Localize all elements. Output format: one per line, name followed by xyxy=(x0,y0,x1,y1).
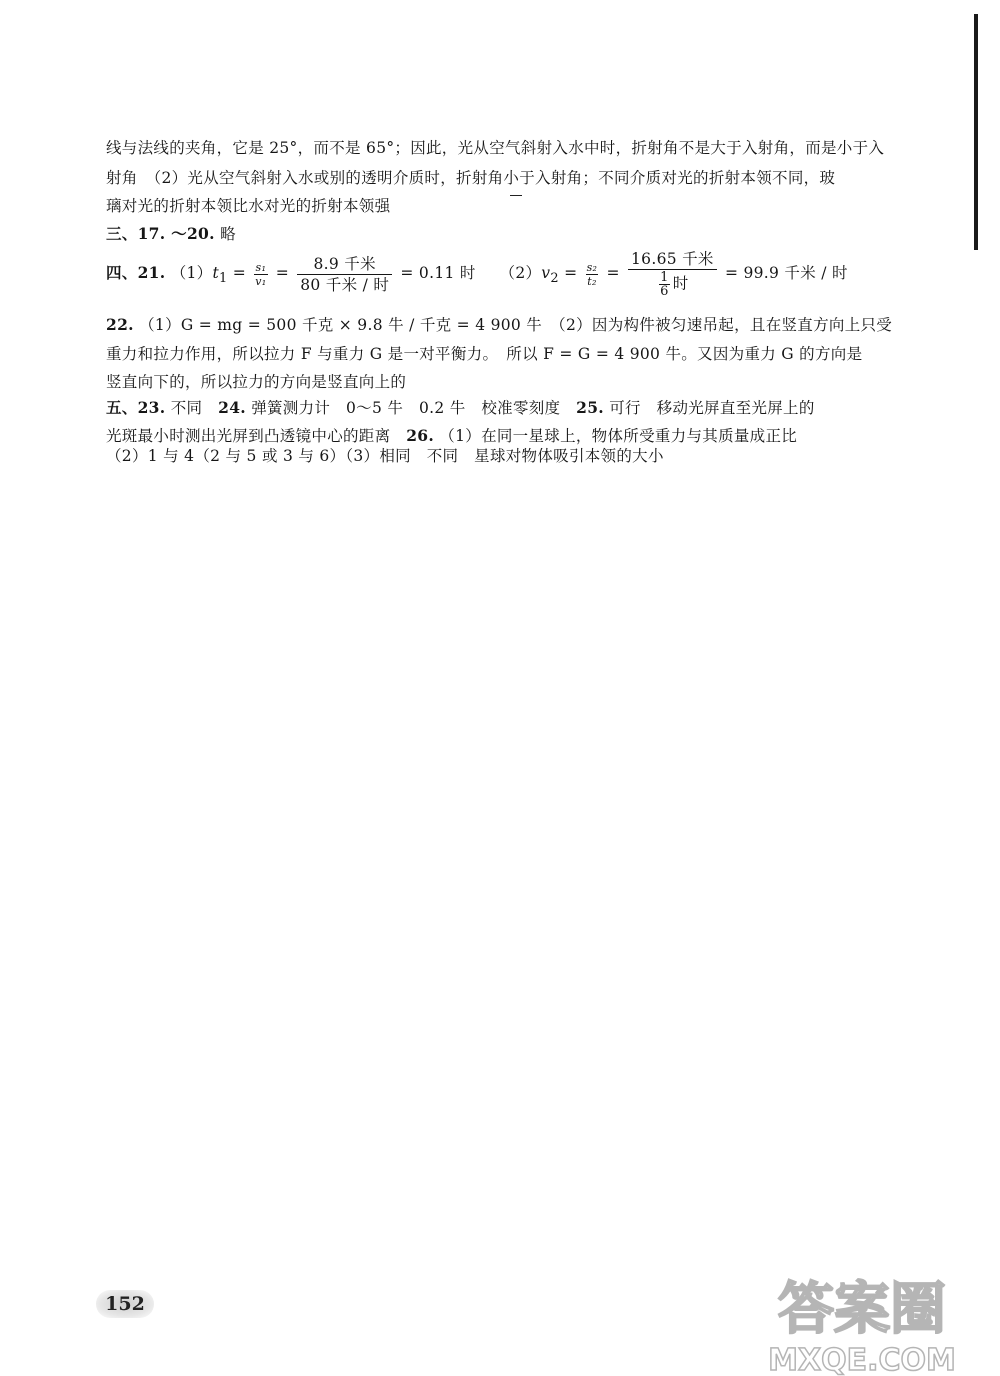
page-edge-bar xyxy=(974,14,978,250)
text: 弹簧测力计 0～5 牛 0.2 牛 校准零刻度 xyxy=(245,399,577,417)
den: v₁ xyxy=(255,274,267,288)
answer-line-22 xyxy=(106,313,892,335)
eq: = xyxy=(270,264,295,282)
text: 不同 xyxy=(165,399,219,417)
var: v xyxy=(541,264,551,282)
text: 可行 移动光屏直至光屏上的 xyxy=(604,399,815,417)
text: 线与法线的夹角，它是 25°，而不是 65°；因此，光从空气斜射入水中时，折射角不是大于入射角，而是小于入 xyxy=(106,139,885,157)
section-label: 三、17. ～20. xyxy=(106,224,215,243)
page-number: 152 xyxy=(96,1290,154,1318)
fraction-distance-time xyxy=(628,250,717,298)
num: 16.65 千米 xyxy=(628,250,717,270)
answer-line-22c xyxy=(106,370,406,392)
text: = 0.11 时 （2） xyxy=(395,264,542,282)
text: （1） xyxy=(165,264,213,282)
text: （1）在同一星球上，物体所受重力与其质量成正比 xyxy=(434,427,798,445)
section-label: 五、23. xyxy=(106,398,166,417)
unit: 时 xyxy=(672,274,689,293)
text: （2）1 与 4（2 与 5 或 3 与 6）（3）相同 不同 星球对物体吸引本领的大小 xyxy=(106,447,664,465)
answer-section-5 xyxy=(106,396,815,418)
watermark-logo xyxy=(738,1266,986,1376)
sub: 2 xyxy=(550,271,559,287)
text: = 99.9 千米 / 时 xyxy=(719,264,848,282)
num: 1 xyxy=(660,270,669,285)
text: 略 xyxy=(214,225,236,243)
text: 竖直向下的，所以拉力的方向是竖直向上的 xyxy=(106,373,407,391)
text: 重力和拉力作用，所以拉力 F 与重力 G 是一对平衡力。 所以 F = G = 4 900 牛。又因为重力 G 的方向是 xyxy=(106,345,863,363)
dash-mark xyxy=(510,195,522,196)
fraction-s2-t2 xyxy=(586,261,599,288)
watermark-url: MXQE.COM xyxy=(768,1343,956,1376)
answer-section-3 xyxy=(106,222,236,244)
text: 射角 （2）光从空气斜射入水或别的透明介质时，折射角小于入射角；不同介质对光的折射本领不同，玻 xyxy=(106,169,836,187)
num: 8.9 千米 xyxy=(297,255,392,275)
den: t₂ xyxy=(587,274,597,288)
text: 光斑最小时测出光屏到凸透镜中心的距离 xyxy=(106,427,407,445)
answer-line-2 xyxy=(106,166,835,188)
answer-line-25b xyxy=(106,424,797,446)
den xyxy=(628,270,717,298)
fraction-distance-speed xyxy=(297,255,392,294)
text: （1）G = mg = 500 千克 × 9.8 牛 / 千克 = 4 900 牛 （2）因为构件被匀速吊起，且在竖直方向上只受 xyxy=(133,316,893,334)
num: s₂ xyxy=(586,260,598,274)
eq: = xyxy=(601,264,626,282)
question-number: 25. xyxy=(576,398,605,417)
var: t xyxy=(212,264,219,282)
answer-section-4-formula xyxy=(106,250,848,298)
num: s₁ xyxy=(255,260,267,274)
question-number: 26. xyxy=(406,426,435,445)
sub: 1 xyxy=(219,271,228,287)
question-number: 22. xyxy=(106,315,134,334)
fraction-one-sixth xyxy=(659,271,670,298)
den: 80 千米 / 时 xyxy=(300,275,390,294)
section-label: 四、21. xyxy=(106,263,166,282)
fraction-s1-v1 xyxy=(254,261,267,288)
answer-line-3 xyxy=(106,194,390,216)
watermark-logo-text: 答案圈 xyxy=(778,1277,946,1342)
answer-line-22b xyxy=(106,342,862,364)
answer-line-26b xyxy=(106,444,664,466)
eq: = xyxy=(558,264,583,282)
question-number: 24. xyxy=(218,398,246,417)
eq: = xyxy=(227,264,252,282)
answer-line-1 xyxy=(106,136,884,158)
text: 璃对光的折射本领比水对光的折射本领强 xyxy=(106,197,391,215)
den: 6 xyxy=(660,284,669,299)
